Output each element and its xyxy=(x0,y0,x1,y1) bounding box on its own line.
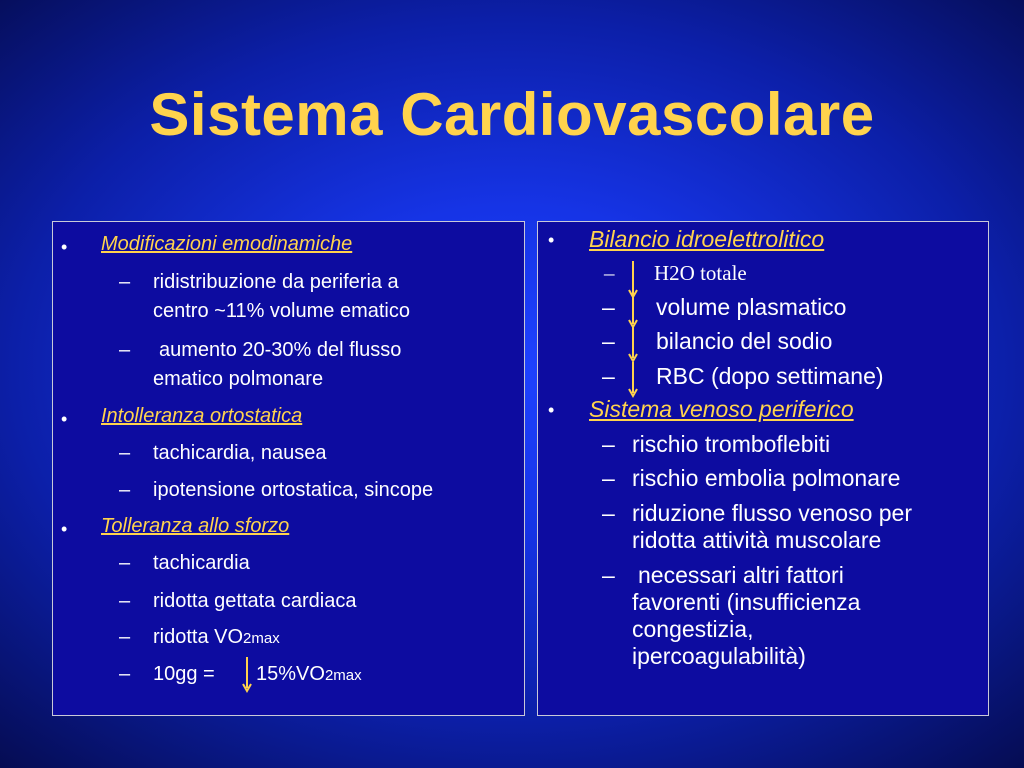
dash-icon: – xyxy=(119,552,131,574)
list-item: H2O totale xyxy=(654,261,747,285)
section-heading: Sistema venoso periferico xyxy=(589,396,854,422)
list-item: rischio embolia polmonare xyxy=(632,465,901,491)
down-arrow-icon xyxy=(627,326,639,364)
dash-icon: – xyxy=(119,663,131,685)
slide-title: Sistema Cardiovascolare xyxy=(149,81,875,148)
dash-icon: – xyxy=(119,590,131,612)
list-item-text: ridotta VO xyxy=(153,626,244,648)
list-item xyxy=(153,626,280,649)
bullet-icon: • xyxy=(61,237,68,257)
list-item: ematico polmonare xyxy=(153,368,324,390)
bullet-icon: • xyxy=(61,519,68,539)
right-panel xyxy=(537,221,989,716)
dash-icon: – xyxy=(119,442,131,464)
list-item: ipotensione ortostatica, sincope xyxy=(153,479,434,501)
dash-icon: – xyxy=(604,261,615,285)
subscript: 2max xyxy=(243,630,280,647)
dash-icon: – xyxy=(602,465,615,491)
list-item: riduzione flusso venoso per xyxy=(632,500,912,526)
list-item: tachicardia, nausea xyxy=(153,442,327,464)
dash-icon: – xyxy=(602,562,615,588)
dash-icon: – xyxy=(602,500,615,526)
list-item: rischio tromboflebiti xyxy=(632,431,831,457)
list-item: ridistribuzione da periferia a xyxy=(153,271,399,293)
dash-icon: – xyxy=(602,294,615,320)
down-arrow-icon xyxy=(627,361,639,399)
section-heading: Tolleranza allo sforzo xyxy=(101,515,290,537)
list-item: necessari altri fattori xyxy=(638,562,844,588)
section-heading: Bilancio idroelettrolitico xyxy=(589,226,825,252)
bullet-icon: • xyxy=(61,409,68,429)
dash-icon: – xyxy=(119,626,131,648)
down-arrow-icon xyxy=(241,656,253,694)
list-item: centro ~11% volume ematico xyxy=(153,300,410,322)
down-arrow-icon xyxy=(627,292,639,330)
list-item xyxy=(256,663,362,686)
list-item: aumento 20-30% del flusso xyxy=(159,339,402,361)
dash-icon: – xyxy=(119,339,131,361)
list-item: congestizia, xyxy=(632,616,754,642)
list-item: favorenti (insufficienza xyxy=(632,589,861,615)
dash-icon: – xyxy=(119,271,131,293)
list-item: RBC (dopo settimane) xyxy=(656,363,884,389)
dash-icon: – xyxy=(119,479,131,501)
list-item: tachicardia xyxy=(153,552,250,574)
list-item: ridotta attività muscolare xyxy=(632,527,882,553)
dash-icon: – xyxy=(602,328,615,354)
bullet-icon: • xyxy=(548,400,555,420)
list-item: volume plasmatico xyxy=(656,294,847,320)
section-heading: Modificazioni emodinamiche xyxy=(101,233,353,255)
list-item-text: 10gg = xyxy=(153,663,215,685)
list-item: bilancio del sodio xyxy=(656,328,833,354)
left-panel xyxy=(52,221,525,716)
section-heading: Intolleranza ortostatica xyxy=(101,405,303,427)
list-item: ipercoagulabilità) xyxy=(632,643,806,669)
list-item: ridotta gettata cardiaca xyxy=(153,590,357,612)
bullet-icon: • xyxy=(548,230,555,250)
subscript: 2max xyxy=(324,667,362,684)
dash-icon: – xyxy=(602,431,615,457)
list-item-text: 15%VO xyxy=(256,663,325,685)
dash-icon: – xyxy=(602,363,615,389)
